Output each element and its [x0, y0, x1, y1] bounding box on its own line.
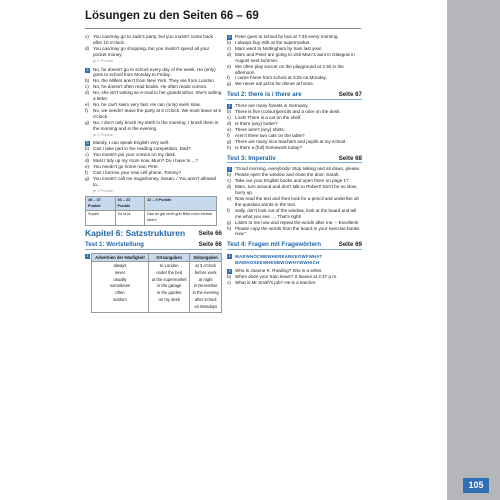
list-item: d) You can/may go shopping, but you mustn't spend all your pocket money.	[85, 45, 210, 57]
list-item: 5 Mandy, I can speak English very well.	[86, 140, 170, 146]
list-item: f) I came home from school at 3:25 on Monday.	[227, 75, 327, 81]
list-item: d) No, she isn't writing an e-mail to her grandmother. She's writing a letter.	[85, 90, 222, 102]
test-2-heading: Test 2: there is / there are Seite 67	[227, 91, 362, 99]
list-item: c) You can/may go to Jack's party, but you mustn't come back after 10 o'clock.	[85, 34, 213, 45]
list-item: b) There is five (colour)pencils and a ruler on the desk.	[227, 109, 341, 115]
rating-table: 45 – 37 Punkte 36 – 23 Punkte 22 – 0 Punkte Super! So la la. Das ist gar nicht gut! Bitte noch einmal üben!	[85, 196, 217, 227]
list-item: c) Look! There is a cat on the shelf.	[227, 115, 302, 121]
test-4-body	[227, 253, 362, 286]
exercise-4	[85, 67, 222, 138]
word-search-line: WAEWHOCMEWHEREARKEOWFWHAT MAWHOSEEWHENBWOWHYWWHICH	[235, 254, 323, 266]
list-item: c) What is Mr Smith's job? He is a teacher.	[227, 280, 317, 285]
exercise-5	[85, 140, 222, 193]
exercise-2	[227, 34, 362, 87]
list-item: h) Is there a (full) homework today?	[227, 144, 302, 150]
list-item: 1 There are many forests in Germany.	[228, 103, 309, 109]
exercise-number-icon: 1	[228, 104, 231, 109]
list-item: 2 Who is Joanne K. Rowling? She is a writer.	[228, 268, 323, 274]
list-item: c) No, he doesn't often read books. He often reads comics.	[85, 84, 208, 90]
list-item: d) Is there (any) butter?	[227, 120, 278, 126]
right-column	[227, 34, 362, 286]
list-item: c) Marc went to Nottingham by train last year.	[227, 45, 323, 51]
points-note: je 2 Punkte	[93, 57, 114, 63]
points-note: je 2 Punkte	[93, 131, 114, 137]
list-item: f) Can I borrow your new cell phone, Tommy?	[85, 170, 182, 176]
test-3-heading: Test 3: Imperativ Seite 68	[227, 154, 362, 162]
list-item: d) Marc, turn around and don't talk to Robert! Don't be so slow, hurry up.	[227, 184, 358, 196]
exercise-number-icon: 1	[86, 254, 89, 259]
list-item: f) Sally, don't look out of the window, look at the board and tell me what you see. ... That's right!	[227, 207, 357, 219]
list-item: g) There are many nice teachers and pupils at my school.	[227, 138, 347, 144]
list-item: h) Please copy the words from the board in your exercise books now.”	[227, 225, 360, 237]
exercise-number-icon: 1	[228, 167, 231, 172]
list-item: e) You needn't go home now, Pete.	[85, 164, 159, 170]
list-item: g) Listen to me now and repeat the words after me. – Excellent!	[227, 219, 359, 225]
list-item: e) Now read the text and then look for a pencil and underline all the question words in the text.	[227, 196, 359, 207]
test-3-body	[227, 166, 362, 237]
exercise-number-icon: 2	[228, 269, 231, 274]
page-title: Lösungen zu den Seiten 66 – 69	[85, 10, 259, 22]
exercise-number-icon: 4	[86, 67, 89, 72]
chapter-heading: Kapitel 6: Satzstrukturen Seite 66	[85, 228, 222, 239]
list-item: 4 No, he doesn't go to school every day of the week. He (only) goes to school from Monday to Friday.	[86, 66, 216, 78]
list-item: g) No, I don't only brush my teeth in the morning. I brush them in the morning and in the evening.	[85, 119, 219, 131]
list-item: c) You mustn't put your comics on my desk.	[85, 152, 177, 158]
test-1-heading: Test 1: Wortstellung Seite 66	[85, 241, 222, 249]
test-4-heading: Test 4: Fragen mit Fragewörtern Seite 69	[227, 241, 362, 249]
list-item: f) Aren't there two cats on the table?	[227, 132, 305, 138]
list-item: b) I always buy milk at the supermarket.	[227, 40, 311, 45]
list-item: b) Please open the window and close the door, Sarah.	[227, 172, 340, 178]
list-item: e) There aren't (any) shirts.	[227, 126, 285, 132]
sentence-structure-table: Adverbien der Häufigkeit Ortsangaben Zeitangaben always never usually sometimes often seldom to London under the bed at the supermarket in the garage in the garden on my desk at 3 o'clock before work at night in December in the evening after school on Mondays	[91, 253, 222, 313]
list-item: g) You mustn't call me Sugarhoney, Susan. / You aren't allowed to...	[85, 175, 217, 187]
title-rule	[85, 28, 361, 29]
points-note: je 2 Punkte	[93, 187, 114, 193]
list-item: b) When does your train leave? It leaves at 2:47 p.m.	[227, 274, 338, 280]
list-item: e) We often play soccer on the playground at 4:30 in the afternoon.	[227, 63, 344, 75]
left-column	[85, 34, 222, 313]
list-item: b) No, the Millers aren't from New York. They are from London.	[85, 78, 216, 84]
list-item: 1 “Good morning, everybody! Stop talking and sit down, please.	[228, 166, 361, 172]
list-item: d) Must I tidy up my room now, Mum? Do I have to ...?	[85, 158, 198, 164]
test-2-body	[227, 103, 362, 150]
list-item: c) Take out your English books and open them on page 17.	[227, 178, 350, 184]
list-item: 2 Peter goes to school by bus at 7:45 every morning.	[228, 34, 339, 39]
exercise-number-icon: 2	[228, 35, 231, 39]
list-item: g) We never eat pizza for dinner at home.	[227, 81, 315, 87]
list-item: e) No, he can't swim very fast. He can (only) swim slow.	[85, 101, 201, 107]
table-row: always never usually sometimes often seldom to London under the bed at the supermarket in the garage in the garden on my desk at 3 o'clock before work at night in December in the evening after school on Mondays	[91, 262, 221, 313]
list-item: d) Marc and Peter are going to visit Marc's aunt in Glasgow in August next summer.	[227, 51, 355, 63]
test-1-body	[85, 253, 222, 313]
list-item: f) No, we needn't leave the party at 6 o'clock. We must leave at 9 o'clock.	[85, 107, 221, 119]
exercise-3-tail	[85, 34, 222, 64]
exercise-number-icon: 5	[86, 141, 89, 146]
page-number: 105	[463, 478, 489, 493]
right-margin-band	[447, 0, 500, 500]
list-item: b) Can I take part in the reading competition, Dad?	[85, 146, 191, 152]
exercise-number-icon: 1	[228, 254, 231, 259]
